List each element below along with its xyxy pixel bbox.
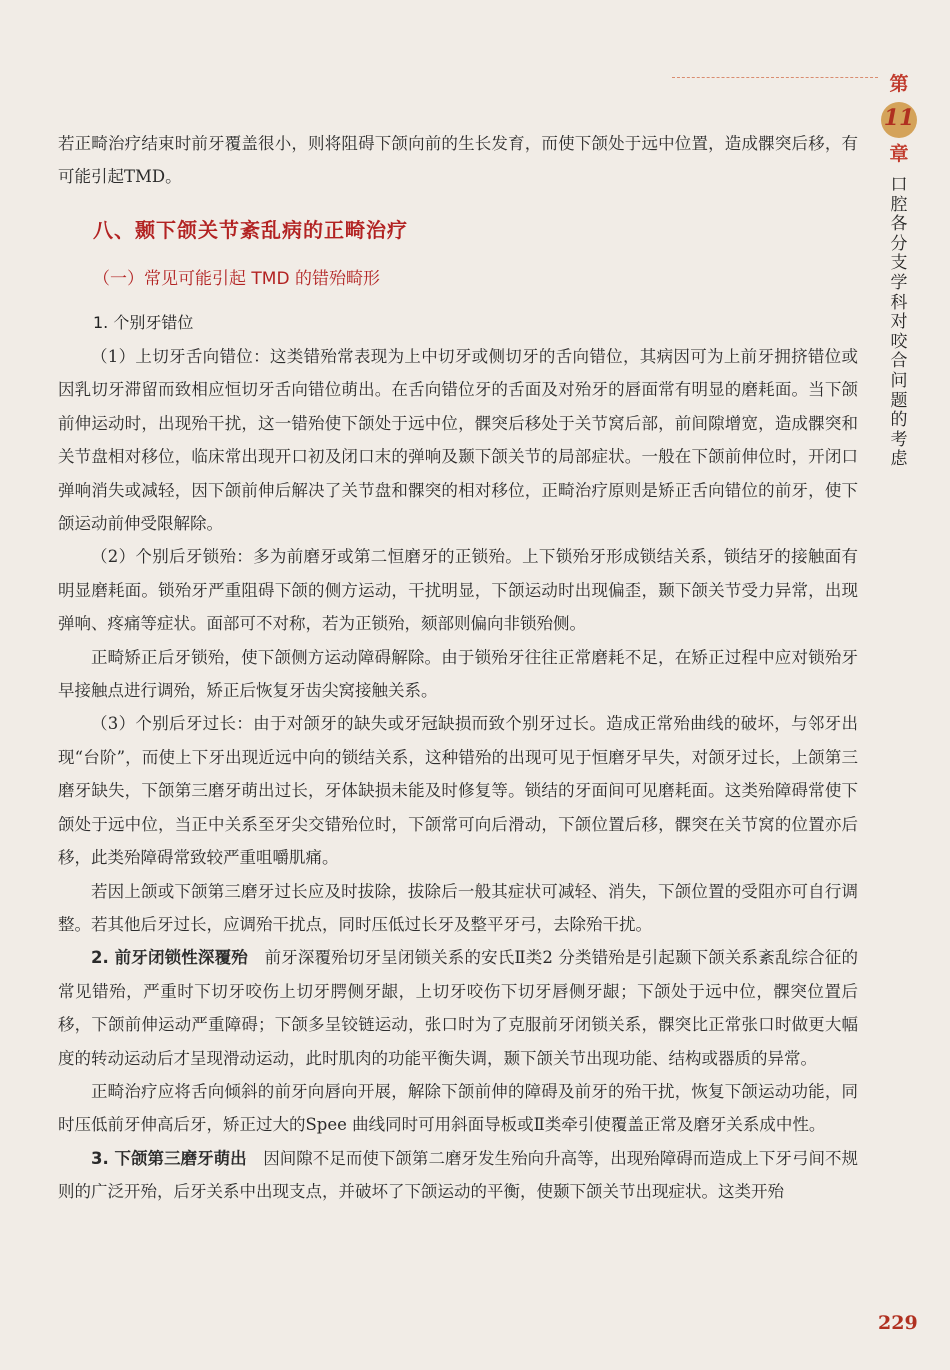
paragraph (58, 1142, 858, 1209)
chapter-di: 第 (889, 73, 909, 95)
paragraph-lead-heading: 2. 前牙闭锁性深覆殆 (91, 948, 248, 968)
paragraph-lead-heading: 3. 下颌第三磨牙萌出 (91, 1148, 247, 1168)
section-title: 八、颞下颌关节紊乱病的正畸治疗 (93, 218, 408, 242)
chapter-zhang: 章 (889, 143, 909, 165)
intro-paragraph: 若正畸治疗结束时前牙覆盖很小，则将阻碍下颌向前的生长发育，而使下颌处于远中位置，造成髁突后移，有可能引起TMD。 (58, 134, 858, 187)
chapter-number-badge (881, 102, 917, 138)
paragraph: 若因上颌或下颌第三磨牙过长应及时拔除，拔除后一般其症状可减轻、消失，下颌位置的受阻亦可自行调整。若其他后牙过长，应调殆干扰点，同时压低过长牙及整平牙弓，去除殆干扰。 (58, 881, 858, 934)
paragraph: （1）上切牙舌向错位：这类错殆常表现为上中切牙或侧切牙的舌向错位，其病因可为上前牙拥挤错位或因乳切牙滞留而致相应恒切牙舌向错位萌出。在舌向错位牙的舌面及对殆牙的唇面常有明显的磨耗面。当下颌前伸运动时，出现殆干扰，这一错殆使下颌处于远中位，髁突后移处于关节窝后部，前间隙增宽，造成髁突和关节盘相对移位，临床常出现开口初及闭口末的弹响及颞下颌关节的局部症状。一般在下颌前伸位时，开闭口弹响消失或减轻，因下颌前伸后解决了关节盘和髁突的相对移位，正畸治疗原则是矫正舌向错位的前牙，使下颌运动前伸受限解除。 (58, 347, 858, 534)
subsection-title: （一）常见可能引起 TMD 的错殆畸形 (93, 269, 380, 289)
chapter-number: 11 (883, 105, 915, 131)
paragraph (58, 941, 858, 1075)
page-number: 229 (878, 1312, 918, 1334)
chapter-side-tab (878, 72, 920, 470)
paragraph: 正畸矫正后牙锁殆，使下颌侧方运动障碍解除。由于锁殆牙往往正常磨耗不足，在矫正过程中应对锁殆牙早接触点进行调殆，矫正后恢复牙齿尖窝接触关系。 (58, 647, 858, 701)
intro-block (58, 127, 858, 194)
paragraph-body: 因间隙不足而使下颌第二磨牙发生殆向升高等，出现殆障碍而造成上下牙弓间不规则的广泛开殆，后牙关系中出现支点，并破坏了下颌运动的平衡，使颞下颌关节出现症状。这类开殆 (58, 1148, 859, 1202)
body-text (58, 340, 858, 1209)
paragraph-body: 前牙深覆殆切牙呈闭锁关系的安氏Ⅱ类2 分类错殆是引起颞下颌关系紊乱综合征的常见错殆，严重时下切牙咬伤上切牙腭侧牙龈，上切牙咬伤下切牙唇侧牙龈；下颌处于远中位，髁突位置后移，下颌前伸运动严重障碍；下颌多呈铰链运动，张口时为了克服前牙闭锁关系，髁突比正常张口时做更大幅度的转动运动后才呈现滑动运动，此时肌肉的功能平衡失调，颞下颌关节出现功能、结构或器质的异常。 (58, 948, 858, 1068)
header-rule (672, 77, 878, 78)
chapter-title-vertical: 口腔各分支学科对咬合问题的考虑 (890, 175, 908, 470)
paragraph: （3）个别后牙过长：由于对颌牙的缺失或牙冠缺损而致个别牙过长。造成正常殆曲线的破坏，与邻牙出现“台阶”，而使上下牙出现近远中向的锁结关系，这种错殆的出现可见于恒磨牙早失，对颌牙过长，上颌第三磨牙缺失，下颌第三磨牙萌出过长，牙体缺损未能及时修复等。锁结的牙面间可见磨耗面。这类殆障碍常使下颌处于远中位，当正中关系至牙尖交错殆位时，下颌常可向后滑动，下颌位置后移，髁突在关节窝的位置亦后移，此类殆障碍常致较严重咀嚼肌痛。 (58, 714, 858, 868)
item-heading: 1. 个别牙错位 (93, 313, 194, 332)
paragraph: （2）个别后牙锁殆：多为前磨牙或第二恒磨牙的正锁殆。上下锁殆牙形成锁结关系，锁结牙的接触面有明显磨耗面。锁殆牙严重阻碍下颌的侧方运动，干扰明显，下颌运动时出现偏歪，颞下颌关节受力异常，出现弹响、疼痛等症状。面部可不对称，若为正锁殆，颏部则偏向非锁殆侧。 (58, 547, 858, 634)
paragraph: 正畸治疗应将舌向倾斜的前牙向唇向开展，解除下颌前伸的障碍及前牙的殆干扰，恢复下颌运动功能，同时压低前牙伸高后牙，矫正过大的Spee 曲线同时可用斜面导板或Ⅱ类牵引使覆盖正常及磨牙关系成中性。 (58, 1081, 858, 1135)
